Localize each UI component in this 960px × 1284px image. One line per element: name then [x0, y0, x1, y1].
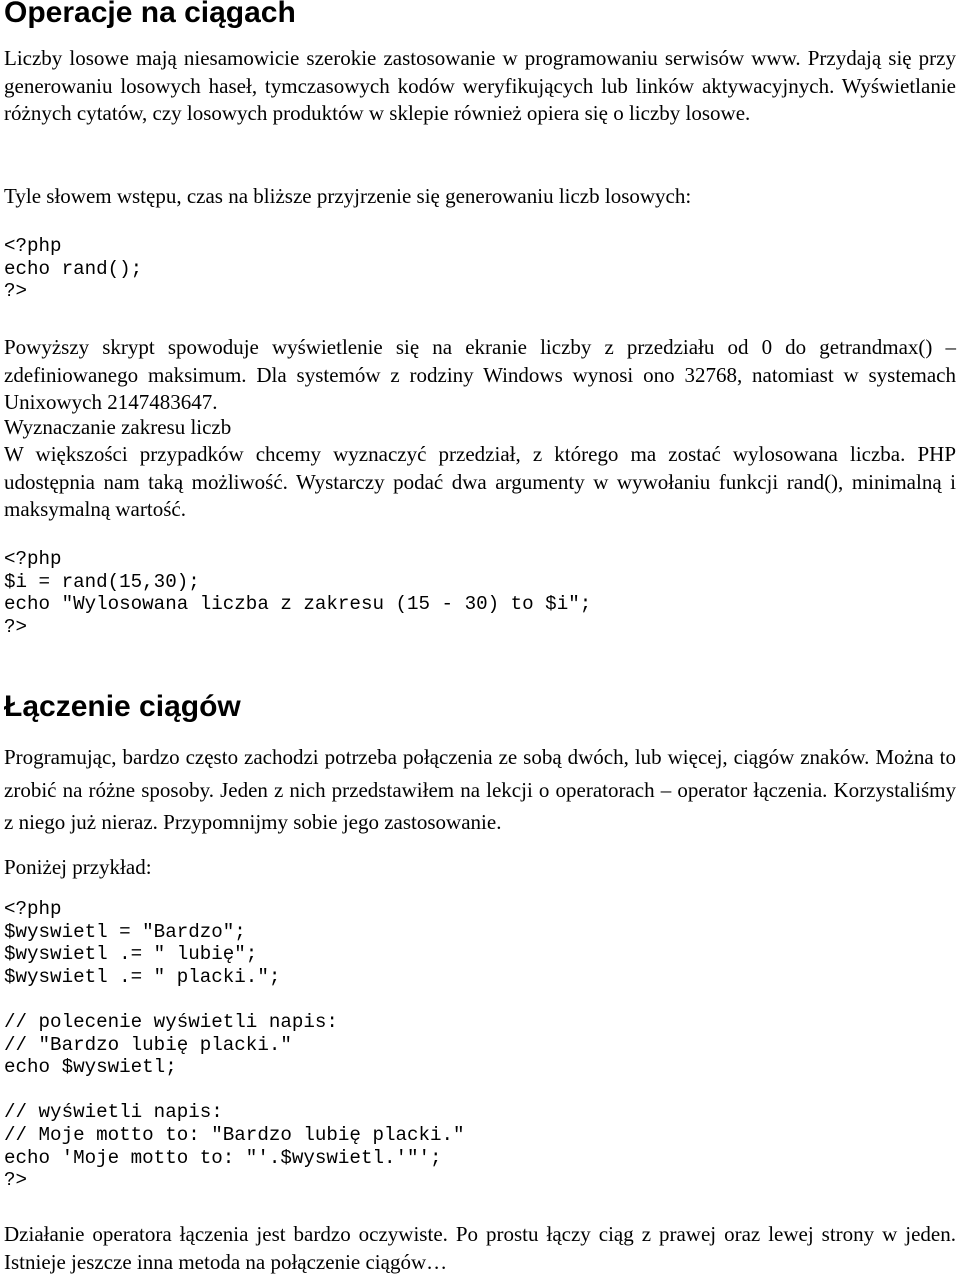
paragraph-concat-outro: Działanie operatora łączenia jest bardzo oczywiste. Po prostu łączy ciąg z prawej oraz lewej strony w jeden. Istnieje jeszcze inna metoda na połączenie ciągów… — [4, 1222, 956, 1274]
paragraph-range-text: W większości przypadków chcemy wyznaczyć przedział, z którego ma zostać wylosowana liczba. PHP udostępnia nam taką możliwość. Wystarczy podać dwa argumenty w wywołaniu funkcji rand(), minimalną i maksymalną wartość. — [4, 442, 956, 522]
code-block-rand: <?php echo rand(); ?> — [4, 235, 143, 303]
paragraph-example-label: Poniżej przykład: — [4, 855, 152, 879]
paragraph-concat-intro: Programując, bardzo często zachodzi potrzeba połączenia ze sobą dwóch, lub więcej, ciągów znaków. Można to zrobić na różne sposoby. Jeden z nich przedstawiłem na lekcji o operatorach – operator łączenia. Korzystaliśmy z niego już nieraz. Przypomnijmy sobie jego zastosowanie. — [4, 745, 956, 834]
paragraph-rand-explanation: Powyższy skrypt spowoduje wyświetlenie się na ekranie liczby z przedziału od 0 do getrandmax() – zdefiniowanego maksimum. Dla systemów z rodziny Windows wynosi ono 32768, natomiast w systemach Unixowych 2147483647. — [4, 335, 956, 415]
code-block-concatenation: <?php $wyswietl = "Bardzo"; $wyswietl .= " lubię"; $wyswietl .= " placki."; // polecenie wyświetli napis: // "Bardzo lubię placki." echo $wyswietl; // wyświetli napis: // Moje motto to: "Bardzo lubię placki." echo 'Moje motto to: "'.$wyswietl.'"'; ?> — [4, 898, 465, 1192]
subheading-range: Wyznaczanie zakresu liczb — [4, 415, 232, 439]
code-block-rand-range: <?php $i = rand(15,30); echo "Wylosowana liczba z zakresu (15 - 30) to $i"; ?> — [4, 548, 592, 638]
paragraph-random-intro: Liczby losowe mają niesamowicie szerokie zastosowanie w programowaniu serwisów www. Przydają się przy generowaniu losowych haseł, tymczasowych kodów weryfikujących lub linków aktywacyjnych. Wyświetlanie różnych cytatów, czy losowych produktów w sklepie również opiera się o liczby losowe. — [4, 46, 956, 126]
paragraph-random-lead: Tyle słowem wstępu, czas na bliższe przyjrzenie się generowaniu liczb losowych: — [4, 184, 692, 208]
heading-string-operations: Operacje na ciągach — [4, 0, 296, 29]
heading-string-concatenation: Łączenie ciągów — [4, 690, 241, 723]
